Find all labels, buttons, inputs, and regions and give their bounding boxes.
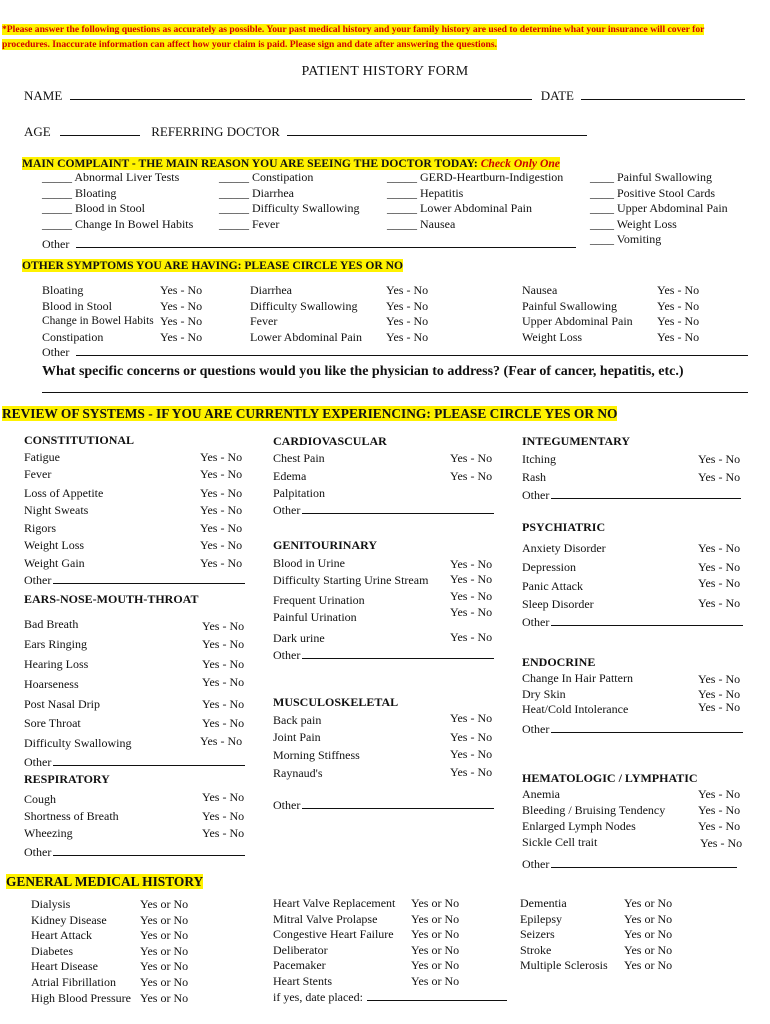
general-yn3 [624,896,672,974]
symptom-label: Anemia [522,787,560,801]
yes-no-choice[interactable]: Yes - No [200,503,243,517]
hema-other-field[interactable] [551,857,737,868]
yes-or-no-choice[interactable]: Yes or No [411,911,460,926]
condition-label: High Blood Pressure [31,990,131,1005]
complaint-other-row [42,237,576,252]
yes-or-no-choice[interactable]: Yes or No [411,927,460,942]
symptom-label: Rigors [24,521,57,535]
yes-or-no-choice[interactable]: Yes or No [624,896,673,910]
yes-no-choice[interactable]: Yes - No [698,596,741,610]
yes-or-no-choice[interactable]: Yes or No [140,912,189,927]
yes-no-choice[interactable]: Yes - No [450,747,493,761]
condition-label: Multiple Sclerosis [520,958,608,973]
condition-label: Heart Valve Replacement [273,896,396,910]
yes-or-no-choice[interactable]: Yes or No [624,911,673,926]
yes-no-choice[interactable]: Yes - No [202,809,245,823]
symptom-label: Morning Stiffness [273,748,360,762]
yes-or-no-choice[interactable]: Yes or No [411,942,460,957]
psych-other-row [522,615,743,630]
other-label: Other [24,573,52,587]
integ-other-row [522,488,741,503]
yes-no-choice[interactable]: Yes - No [200,734,243,748]
yes-no-choice[interactable]: Yes - No [698,541,741,555]
endo-other-row [522,722,743,737]
complaint-option[interactable]: _____ Abnormal Liver Tests [42,170,180,184]
constitutional-other-field[interactable] [53,573,245,584]
symptom-label: Change In Hair Pattern [522,671,633,685]
other-label: Other [42,345,70,359]
constitutional-title: CONSTITUTIONAL [24,433,135,447]
symptom-label: Blood in Urine [273,556,345,570]
symptom-label: Joint Pain [273,730,321,744]
condition-label: Deliberator [273,942,328,957]
yes-no-choice[interactable]: Yes - No [202,697,245,711]
yes-no-choice[interactable]: Yes - No [202,619,245,633]
symptoms-yn2 [386,283,428,345]
symptom-label: Hoarseness [24,677,79,691]
age-label: AGE [24,124,51,139]
symptom-label: Nausea [522,283,558,297]
yes-no-choice[interactable]: Yes - No [200,450,243,464]
name-field[interactable] [70,89,532,100]
symptom-label: Frequent Urination [273,593,365,607]
referring-field[interactable] [287,125,587,136]
yes-no-choice[interactable]: Yes - No [698,819,741,833]
symptom-label: Blood in Stool [42,298,113,313]
symptom-label: Wheezing [24,826,73,840]
complaint-option[interactable]: ____ Painful Swallowing [590,170,712,184]
condition-label: Diabetes [31,943,73,958]
symptoms-other-row [42,345,748,360]
concerns-question: What specific concerns or questions would you like the physician to address? (Fear of cancer, hepatitis, etc.) [42,364,684,379]
respiratory-other-field[interactable] [53,845,245,856]
yes-no-choice[interactable]: Yes - No [202,657,245,671]
cardio-title: CARDIOVASCULAR [273,434,387,448]
yes-no-choice[interactable]: Yes - No [202,675,245,689]
symptoms-other-field[interactable] [76,345,748,356]
symptoms-col2 [250,283,362,345]
cardio-other-field[interactable] [302,503,494,514]
psych-other-field[interactable] [551,615,743,626]
yes-no-choice[interactable]: Yes - No [698,452,741,466]
complaint-option[interactable]: _____ Change In Bowel Habits [42,216,194,231]
form-title: PATIENT HISTORY FORM [301,64,469,79]
symptoms-yn1 [160,283,202,345]
symptom-label: Fever [250,314,278,329]
symptom-label: Sore Throat [24,716,81,730]
symptom-label: Upper Abdominal Pain [522,314,633,329]
symptom-label: Sickle Cell trait [522,835,598,849]
cardio-other-row [273,503,494,518]
yes-no-choice[interactable]: Yes - No [160,283,203,297]
condition-label: Kidney Disease [31,912,107,927]
stent-date-label: if yes, date placed: [273,989,363,1004]
endo-other-field[interactable] [551,722,743,733]
yes-or-no-choice[interactable]: Yes or No [140,974,189,989]
complaint-option[interactable]: _____ GERD-Heartburn-Indigestion [387,170,564,184]
yes-no-choice[interactable]: Yes - No [698,470,741,484]
symptoms-col1 [42,283,154,345]
condition-label: Dialysis [31,897,71,911]
complaint-option[interactable]: ____ Weight Loss [590,216,677,231]
yes-or-no-choice[interactable]: Yes or No [411,973,460,988]
other-label: Other [24,755,52,769]
yes-or-no-choice[interactable]: Yes or No [140,928,189,943]
condition-label: Atrial Fibrillation [31,974,116,989]
yes-no-choice[interactable]: Yes - No [698,700,741,714]
symptom-label: Difficulty Starting Urine Stream [273,573,429,587]
yes-no-choice[interactable]: Yes - No [160,329,203,344]
yes-no-choice[interactable]: Yes - No [698,576,741,590]
yes-no-choice[interactable]: Yes - No [202,826,245,840]
hema-other-row [522,857,737,872]
main-complaint-col4 [590,170,728,248]
condition-label: Heart Attack [31,928,92,943]
other-label: Other [522,722,550,736]
endo-title: ENDOCRINE [522,655,596,669]
yes-no-choice[interactable]: Yes - No [450,557,493,571]
general-history-heading: GENERAL MEDICAL HISTORY [6,874,204,889]
genito-title: GENITOURINARY [273,538,378,552]
yes-no-choice[interactable]: Yes - No [202,790,245,804]
yes-no-choice[interactable]: Yes - No [698,672,741,686]
condition-label: Heart Stents [273,973,332,988]
integ-other-field[interactable] [551,488,741,499]
integ-title: INTEGUMENTARY [522,434,631,448]
yes-no-choice[interactable]: Yes - No [698,787,741,801]
other-label: Other [522,615,550,629]
symptom-label: Night Sweats [24,503,89,517]
yes-no-choice[interactable]: Yes - No [450,630,493,644]
date-label: DATE [540,88,574,103]
yes-no-choice[interactable]: Yes - No [386,314,429,329]
symptom-label: Cough [24,792,57,806]
yes-or-no-choice[interactable]: Yes or No [140,990,189,1005]
symptom-label: Lower Abdominal Pain [250,329,362,344]
yes-no-choice[interactable]: Yes - No [200,556,243,570]
yes-no-choice[interactable]: Yes - No [200,467,243,481]
symptom-label: Weight Gain [24,556,85,570]
other-symptoms-heading: OTHER SYMPTOMS YOU ARE HAVING: PLEASE CIRCLE YES OR NO [22,259,404,272]
symptom-label: Edema [273,469,307,483]
main-complaint-col1 [42,170,193,232]
stent-date-row [273,990,507,1006]
referring-label: REFERRING DOCTOR [151,124,280,139]
other-label: Other [273,503,301,517]
other-label: Other [273,798,301,812]
yes-no-choice[interactable]: Yes - No [450,589,493,603]
ent-other-field[interactable] [53,755,245,766]
yes-no-choice[interactable]: Yes - No [200,521,243,535]
symptom-label: Bad Breath [24,617,79,631]
yes-no-choice[interactable]: Yes - No [450,765,493,779]
concerns-answer-line[interactable] [42,392,748,393]
yes-no-choice[interactable]: Yes - No [450,730,493,744]
symptom-label: Palpitation [273,486,325,500]
symptom-label: Fatigue [24,450,60,464]
symptoms-yn3 [657,283,699,345]
complaint-option[interactable]: _____ Constipation [219,170,314,184]
symptom-label: Painful Swallowing [522,298,617,313]
yes-no-choice[interactable]: Yes - No [202,716,245,730]
name-label: NAME [24,88,63,103]
symptom-label: Bloating [42,283,84,297]
symptom-label: Constipation [42,329,104,344]
symptom-label: Weight Loss [24,538,85,552]
yes-or-no-choice[interactable]: Yes or No [624,942,673,957]
yes-no-choice[interactable]: Yes - No [386,329,429,344]
symptom-label: Anxiety Disorder [522,541,606,555]
general-yn2 [411,896,459,990]
yes-no-choice[interactable]: Yes - No [657,283,700,297]
yes-no-choice[interactable]: Yes - No [450,451,493,465]
symptoms-col3 [522,283,633,345]
condition-label: Seizers [520,927,555,942]
date-field[interactable] [581,89,745,100]
yes-no-choice[interactable]: Yes - No [450,711,493,725]
condition-label: Pacemaker [273,958,326,973]
other-label: Other [522,488,550,502]
psych-title: PSYCHIATRIC [522,520,606,534]
yes-no-choice[interactable]: Yes - No [450,605,493,619]
general-col2 [273,896,507,1005]
respiratory-other-row [24,845,245,860]
symptom-label: Weight Loss [522,329,583,344]
symptom-label: Bleeding / Bruising Tendency [522,803,666,817]
symptom-label: Difficulty Swallowing [250,298,358,313]
yes-no-choice[interactable]: Yes - No [202,637,245,651]
symptom-label: Enlarged Lymph Nodes [522,819,636,833]
symptom-label: Dark urine [273,631,325,645]
yes-no-choice[interactable]: Yes - No [657,314,700,329]
complaint-option[interactable]: ____ Upper Abdominal Pain [590,201,728,216]
symptom-label: Change in Bowel Habits [42,315,154,328]
symptom-label: Raynaud's [273,766,323,780]
musculo-other-row [273,798,494,813]
symptom-label: Panic Attack [522,579,583,593]
yes-or-no-choice[interactable]: Yes or No [624,927,673,942]
yes-no-choice[interactable]: Yes - No [200,538,243,552]
yes-no-choice[interactable]: Yes - No [386,283,429,297]
yes-no-choice[interactable]: Yes - No [700,836,743,850]
other-label: Other [24,845,52,859]
insurance-notice: *Please answer the following questions as accurately as possible. Your past medical history and your family history are used to determine what your insurance will cover for procedures. Inaccurate information can affect how your claim is paid. Please sign and date after answering the questions. [2,24,705,50]
respiratory-title: RESPIRATORY [24,772,110,786]
yes-or-no-choice[interactable]: Yes or No [140,897,189,911]
complaint-option[interactable]: _____ Bloating [42,185,117,200]
ent-title: EARS-NOSE-MOUTH-THROAT [24,592,199,606]
main-complaint-heading: MAIN COMPLAINT - THE MAIN REASON YOU ARE SEEING THE DOCTOR TODAY: Check Only One [22,157,560,170]
yes-no-choice[interactable]: Yes - No [698,803,741,817]
condition-label: Stroke [520,942,552,957]
yes-no-choice[interactable]: Yes - No [160,298,203,313]
symptom-label: Back pain [273,713,322,727]
yes-no-choice[interactable]: Yes - No [657,298,700,313]
yes-no-choice[interactable]: Yes - No [386,298,429,313]
complaint-option[interactable]: _____ Hepatitis [387,185,464,200]
stent-date-field[interactable] [367,990,507,1001]
constitutional-other-row [24,573,245,588]
other-label: Other [273,648,301,662]
yes-or-no-choice[interactable]: Yes or No [411,958,460,973]
symptom-label: Difficulty Swallowing [24,736,132,750]
yes-no-choice[interactable]: Yes - No [450,572,493,586]
condition-label: Mitral Valve Prolapse [273,911,378,926]
symptom-label: Painful Urination [273,610,357,624]
complaint-option[interactable]: ____ Vomiting [590,232,662,247]
symptom-label: Shortness of Breath [24,809,119,823]
symptom-label: Depression [522,560,576,574]
complaint-option[interactable]: _____ Blood in Stool [42,201,146,216]
complaint-option[interactable]: _____ Nausea [387,216,456,231]
yes-or-no-choice[interactable]: Yes or No [140,943,189,958]
review-heading: REVIEW OF SYSTEMS - IF YOU ARE CURRENTLY EXPERIENCING: PLEASE CIRCLE YES OR NO [2,406,618,421]
yes-no-choice[interactable]: Yes - No [450,469,493,483]
yes-no-choice[interactable]: Yes - No [657,329,700,344]
yes-no-choice[interactable]: Yes - No [698,560,741,574]
genito-other-row [273,648,494,663]
condition-label: Heart Disease [31,959,98,974]
complaint-option[interactable]: ____ Positive Stool Cards [590,185,716,200]
yes-no-choice[interactable]: Yes - No [200,486,243,500]
yes-or-no-choice[interactable]: Yes or No [411,896,460,910]
main-complaint-col2 [219,170,359,232]
symptom-label: Itching [522,452,556,466]
symptom-label: Sleep Disorder [522,597,594,611]
complaint-option[interactable]: _____ Diarrhea [219,185,294,200]
symptom-label: Heat/Cold Intolerance [522,702,629,716]
yes-or-no-choice[interactable]: Yes or No [140,959,189,974]
complaint-other-field[interactable] [76,237,576,248]
complaint-option[interactable]: _____ Difficulty Swallowing [219,201,360,216]
main-complaint-col3 [387,170,563,232]
yes-or-no-choice[interactable]: Yes or No [624,958,673,973]
symptom-label: Chest Pain [273,451,325,465]
name-row [24,88,745,104]
ent-other-row [24,755,245,770]
general-col1 [31,897,131,1006]
general-yn1 [140,897,188,1006]
hema-title: HEMATOLOGIC / LYMPHATIC [522,771,698,785]
musculo-other-field[interactable] [302,798,494,809]
condition-label: Congestive Heart Failure [273,927,394,942]
condition-label: Epilepsy [520,911,562,926]
symptom-label: Post Nasal Drip [24,697,100,711]
general-col3 [520,896,608,974]
symptom-label: Dry Skin [522,687,566,701]
yes-no-choice[interactable]: Yes - No [698,687,741,701]
symptom-label: Ears Ringing [24,637,87,651]
condition-label: Dementia [520,896,567,910]
age-field[interactable] [60,125,140,136]
genito-other-field[interactable] [302,648,494,659]
musculo-title: MUSCULOSKELETAL [273,695,399,709]
symptom-label: Loss of Appetite [24,486,104,500]
other-label: Other [42,237,70,251]
symptom-label: Diarrhea [250,283,292,297]
symptom-label: Rash [522,470,546,484]
complaint-option[interactable]: _____ Lower Abdominal Pain [387,201,532,216]
symptom-label: Hearing Loss [24,657,89,671]
age-row [24,124,587,140]
symptom-label: Fever [24,467,52,481]
complaint-option[interactable]: _____ Fever [219,216,280,231]
other-label: Other [522,857,550,871]
yes-no-choice[interactable]: Yes - No [160,314,203,329]
